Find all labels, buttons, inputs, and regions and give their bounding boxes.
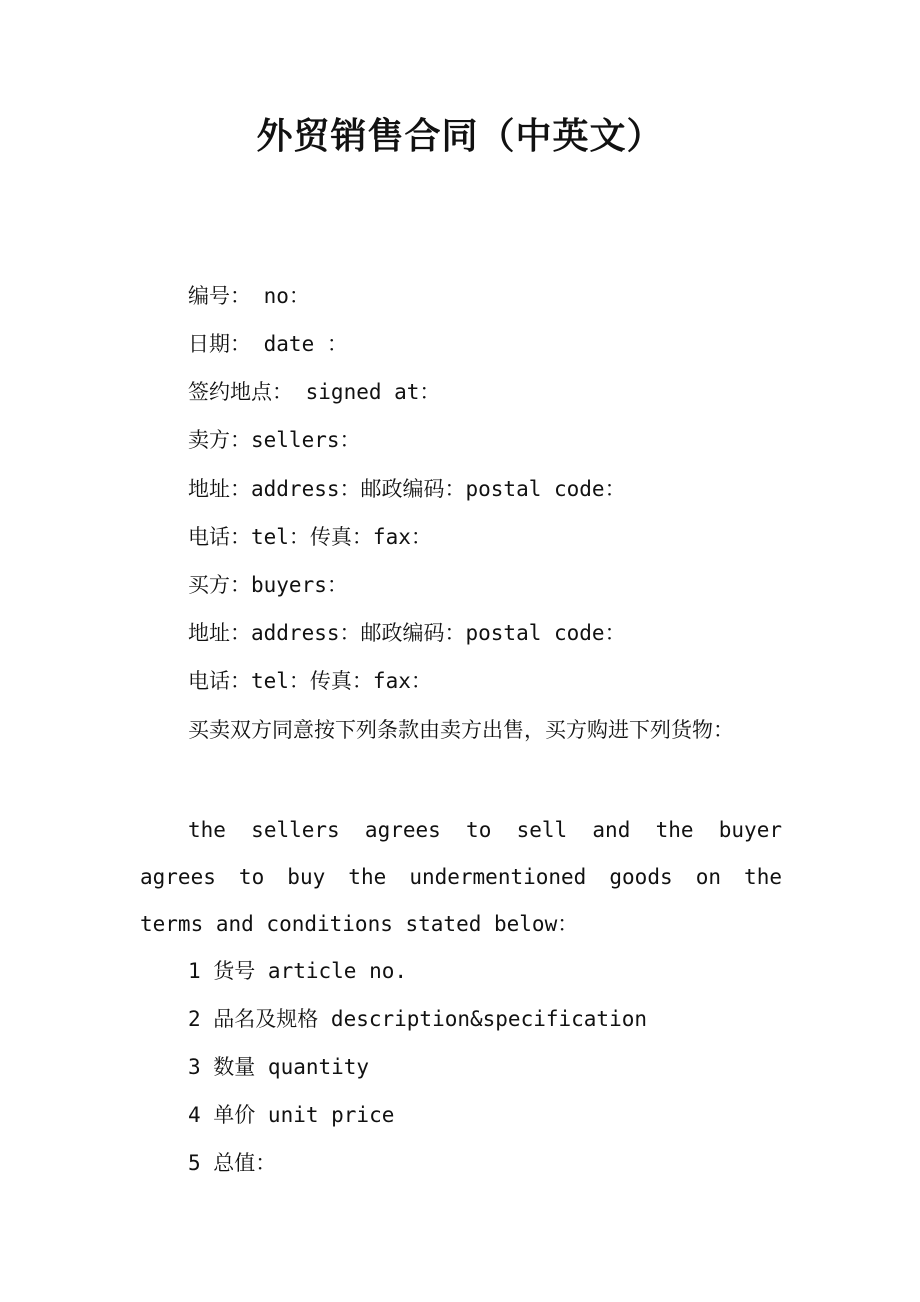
item-description: 2 品名及规格 description&specification <box>188 1007 648 1031</box>
signed-at-line: 签约地点： signed at： <box>188 380 441 404</box>
item-quantity: 3 数量 quantity <box>188 1055 370 1079</box>
agreement-english: the sellers agrees to sell and the buyer agrees to buy the undermentioned goods on the terms and conditions stated below： <box>140 818 782 936</box>
document-title: 外贸销售合同（中英文） <box>256 115 664 157</box>
seller-address-line: 地址：address：邮政编码：postal code： <box>188 477 626 501</box>
buyer-line: 买方：buyers： <box>188 573 348 597</box>
buyer-phone-line: 电话：tel：传真：fax： <box>188 669 432 693</box>
item-article-no: 1 货号 article no. <box>188 959 408 983</box>
seller-line: 卖方：sellers： <box>188 428 361 452</box>
buyer-address-line: 地址：address：邮政编码：postal code： <box>188 621 626 645</box>
item-unit-price: 4 单价 unit price <box>188 1103 395 1127</box>
date-line: 日期： date ： <box>188 332 348 356</box>
contract-number-line: 编号： no： <box>188 284 310 308</box>
item-total-value: 5 总值： <box>188 1151 277 1175</box>
agreement-chinese: 买卖双方同意按下列条款由卖方出售，买方购进下列货物： <box>188 718 734 742</box>
seller-phone-line: 电话：tel：传真：fax： <box>188 525 432 549</box>
